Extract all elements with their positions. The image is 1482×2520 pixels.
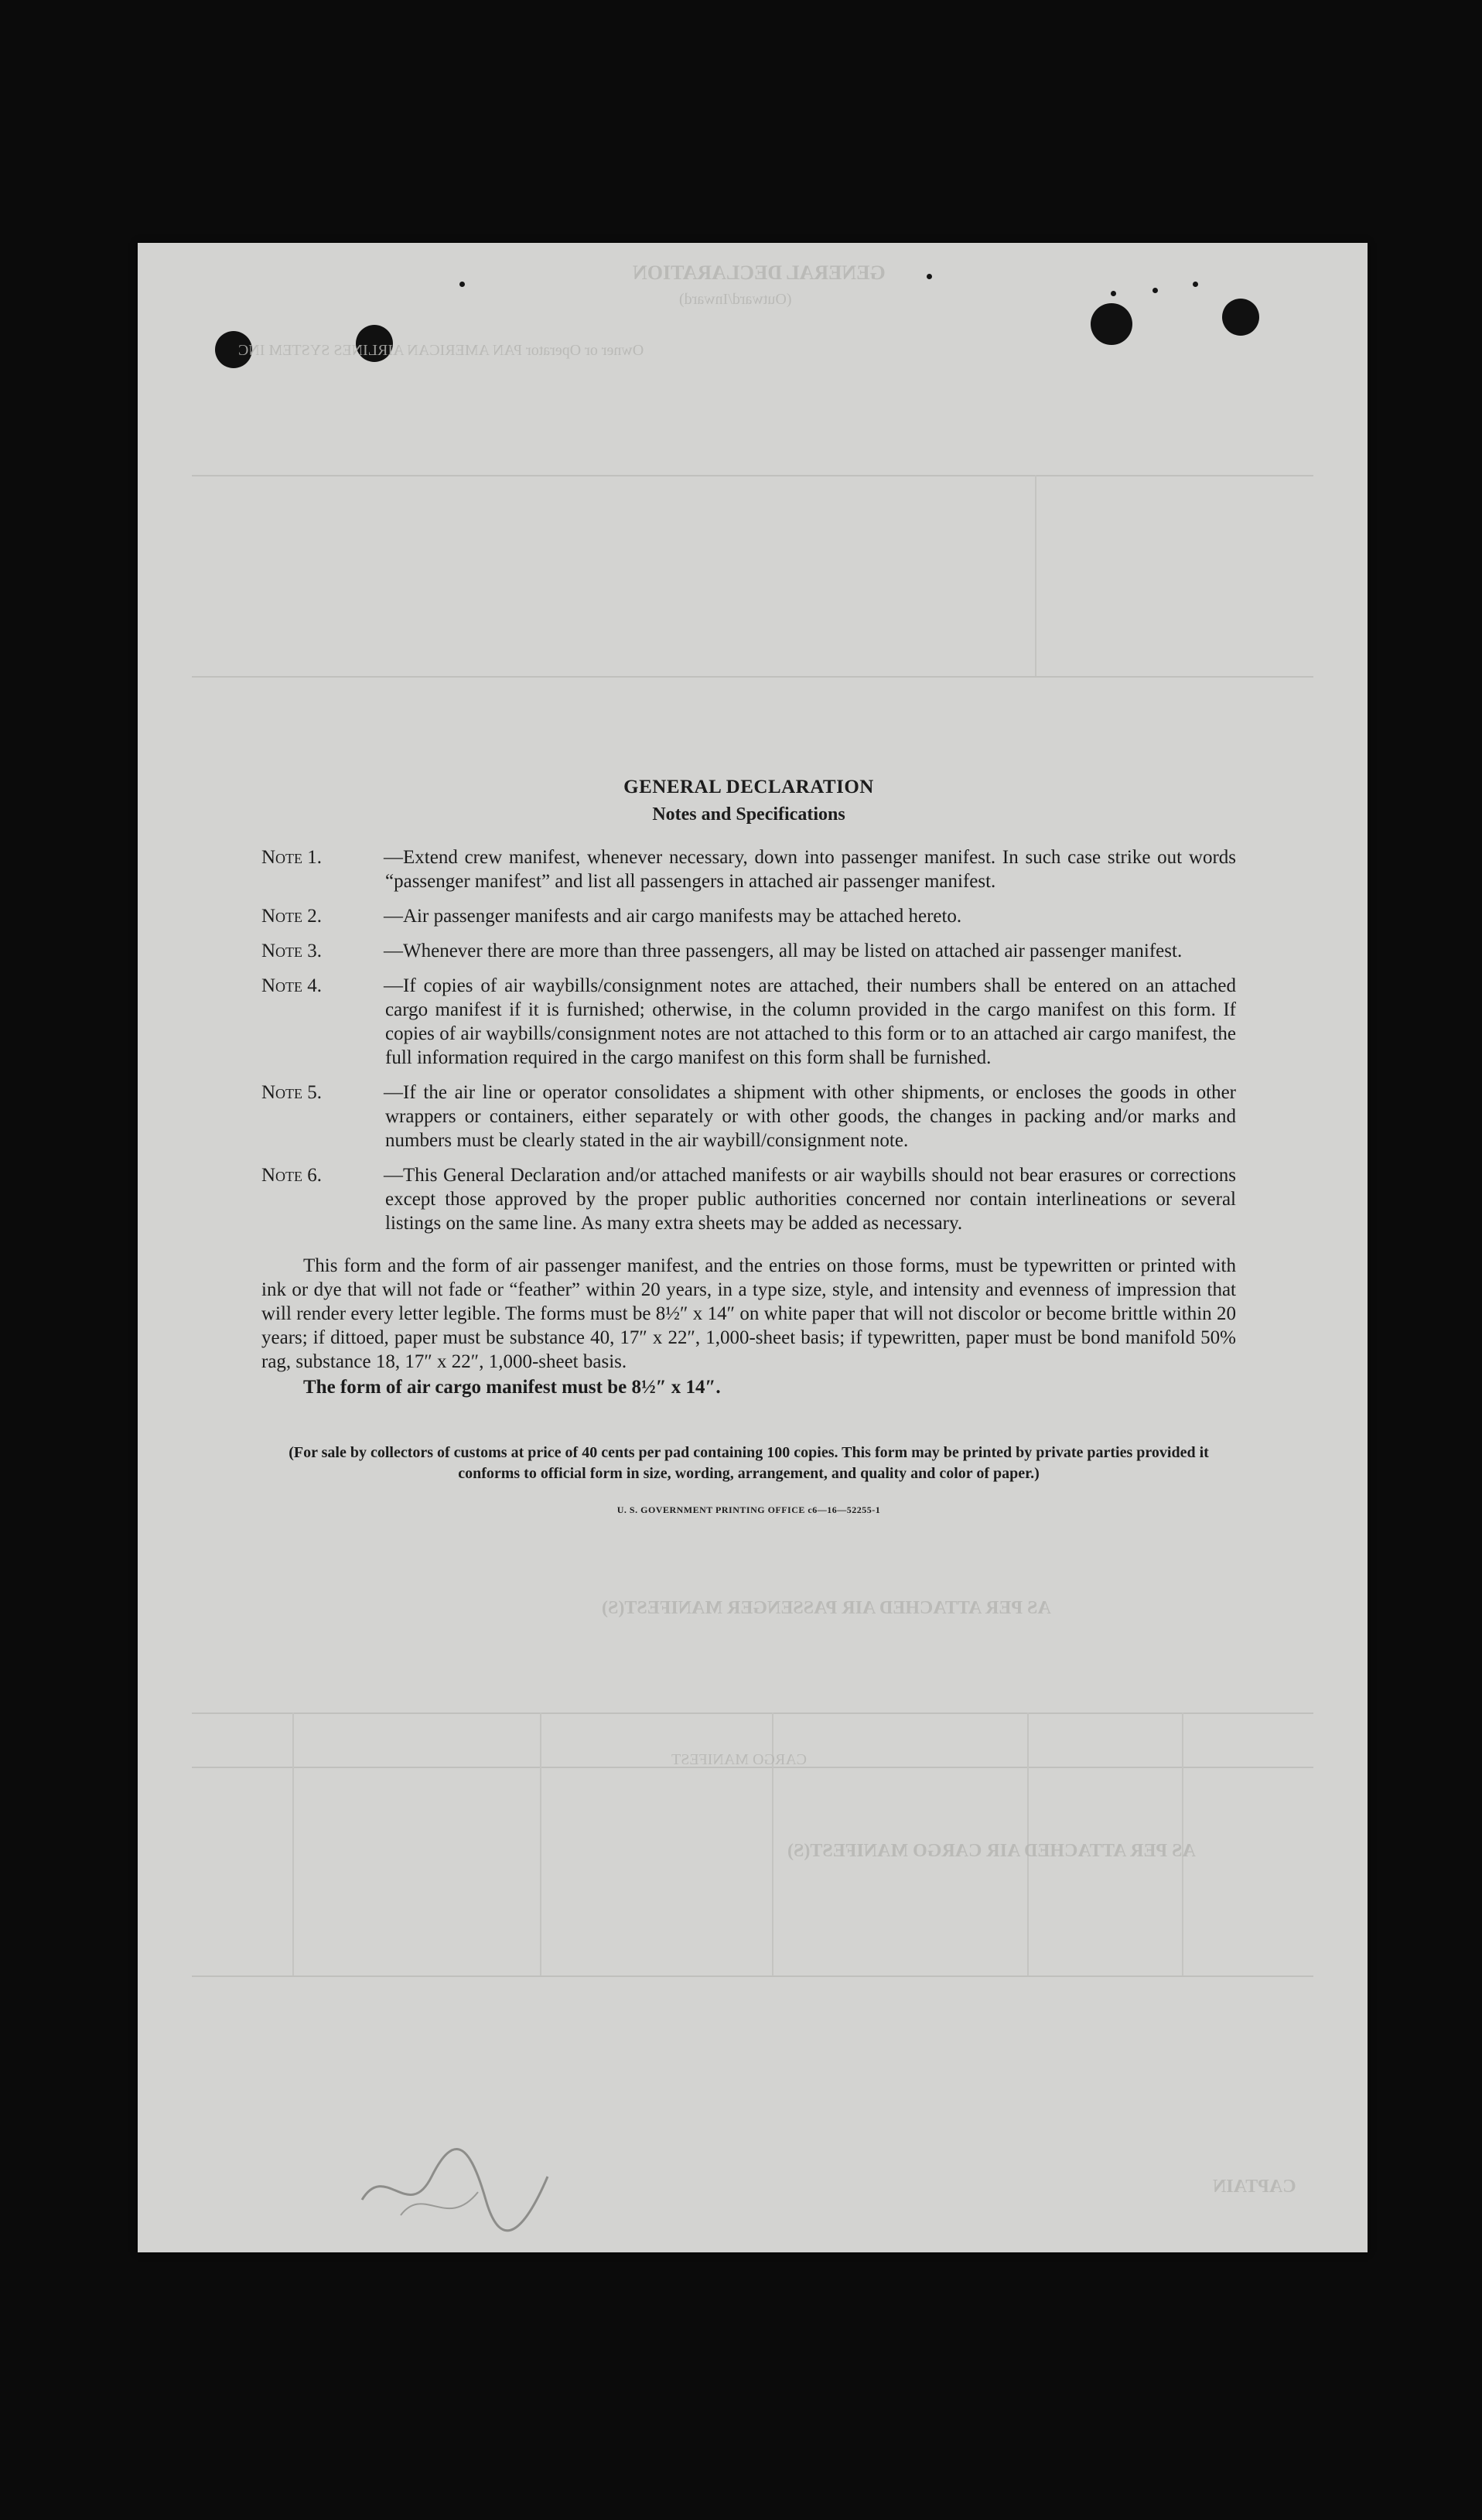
note-label: Note 6. (261, 1165, 323, 1186)
bleed-through-rule (192, 676, 1313, 678)
bleed-through-subheader: (Outward/Inward) (679, 291, 792, 308)
bleed-through-column (1035, 475, 1036, 676)
printer-imprint: U. S. GOVERNMENT PRINTING OFFICE c6—16—52255-1 (616, 1504, 881, 1515)
ink-speck (1152, 288, 1158, 293)
note-text: —This General Declaration and/or attached manifests or air waybills should not bear erasures or corrections except those approved by the proper public authorities concerned nor contain interlineations or several listings on the same line. As many extra sheets may be added as necessary. (384, 1165, 1236, 1234)
note-2 (261, 904, 1236, 928)
note-text: —If the air line or operator consolidates a shipment with other shipments, or encloses the goods in other wrappers or containers, either separately or with other goods, the changes in packing and/or marks and numbers must be clearly stated in the air waybill/consignment note. (384, 1082, 1236, 1151)
note-5 (261, 1081, 1236, 1152)
bleed-through-cargo-title: CARGO MANIFEST (671, 1751, 808, 1768)
document-subtitle: Notes and Specifications (652, 804, 845, 825)
bleed-through-operator: Owner or Operator PAN AMERICAN AIRLINES SYSTEM INC (238, 342, 644, 359)
note-text: —If copies of air waybills/consignment notes are attached, their numbers shall be entered on an attached cargo manifest if it is furnished; otherwise, in the column provided in the cargo manifest on this form. If copies of air waybills/consignment notes are not attached to this form or to an attached air cargo manifest, the full information required in the cargo manifest on this form shall be furnished. (384, 975, 1236, 1068)
note-text: —Extend crew manifest, whenever necessary, down into passenger manifest. In such case strike out words “passenger manifest” and list all passengers in attached air passenger manifest. (384, 847, 1236, 892)
signature-bleed-through (354, 2130, 555, 2238)
ink-speck (927, 274, 932, 279)
bleed-through-cargo-stamp: AS PER ATTACHED AIR CARGO MANIFEST(S) (787, 1841, 1196, 1861)
notes-and-specifications (261, 777, 1236, 1516)
note-label: Note 5. (261, 1082, 323, 1103)
bleed-through-header: GENERAL DECLARATION (633, 261, 886, 284)
punch-hole (1222, 299, 1259, 336)
note-label: Note 2. (261, 906, 323, 927)
note-4 (261, 974, 1236, 1070)
bleed-through-passenger-stamp: AS PER ATTACHED AIR PASSENGER MANIFEST(S) (602, 1598, 1051, 1618)
document-title: GENERAL DECLARATION (623, 777, 874, 797)
form-specification-paragraph: This form and the form of air passenger manifest, and the entries on those forms, must be typewritten or printed with ink or dye that will not fade or “feather” within 20 years, in a type size, style, and intensity and evenness of impression that will render every letter legible. The forms must be 8½″ x 14″ on white paper that will not discolor or become brittle within 20 years; if dittoed, paper must be substance 40, 17″ x 22″, 1,000-sheet basis; if typewritten, paper must be bond manifold 50% rag, substance 18, 17″ x 22″, 1,000-sheet basis. (261, 1255, 1236, 1372)
bleed-through-rule (192, 1975, 1313, 1977)
note-text: —Whenever there are more than three passengers, all may be listed on attached air passenger manifest. (384, 941, 1183, 961)
bleed-through-rule (192, 1712, 1313, 1714)
punch-hole (1091, 303, 1132, 345)
ink-speck (1111, 291, 1116, 296)
note-label: Note 4. (261, 975, 323, 996)
bleed-through-column (292, 1712, 294, 1975)
note-3 (261, 939, 1236, 963)
note-1 (261, 845, 1236, 893)
note-text: —Air passenger manifests and air cargo manifests may be attached hereto. (384, 906, 962, 927)
note-label: Note 3. (261, 941, 323, 961)
sale-notice: (For sale by collectors of customs at price of 40 cents per pad containing 100 copies. This form may be printed by private parties provided it conforms to official form in size, wording, arrangement, and quality and color of paper.) (289, 1444, 1209, 1482)
ink-speck (459, 282, 465, 287)
bleed-through-rule (192, 475, 1313, 476)
bleed-through-captain: CAPTAIN (1213, 2177, 1296, 2197)
note-6 (261, 1163, 1236, 1235)
document-page (138, 243, 1368, 2252)
ink-speck (1193, 282, 1198, 287)
bleed-through-column (540, 1712, 541, 1975)
note-label: Note 1. (261, 847, 323, 868)
cargo-manifest-size-line: The form of air cargo manifest must be 8½″ x 14″. (303, 1377, 721, 1398)
